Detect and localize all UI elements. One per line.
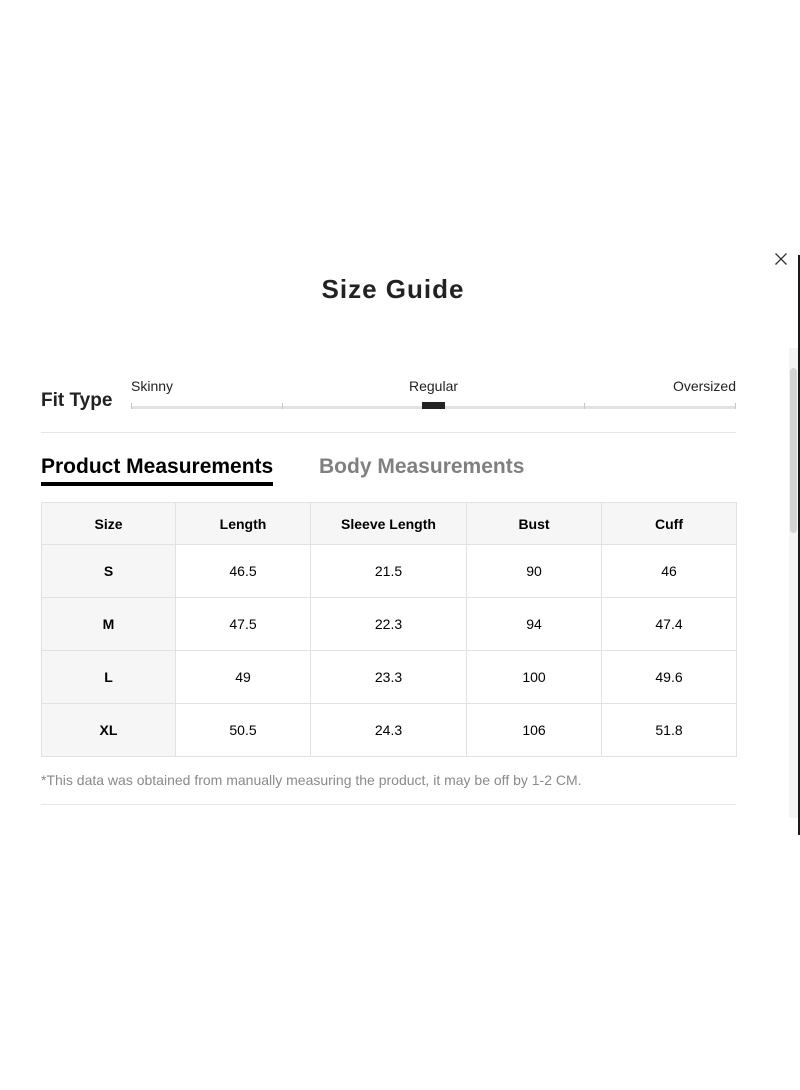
table-cell: 22.3: [311, 598, 467, 651]
table-cell-size: M: [42, 598, 176, 651]
table-header-row: [42, 503, 737, 545]
table-cell: 24.3: [311, 704, 467, 757]
fit-option-oversized: Oversized: [672, 378, 736, 394]
measurements-table: [41, 502, 737, 757]
table-cell: 49: [176, 651, 311, 704]
table-row: [42, 545, 737, 598]
table-cell: 51.8: [602, 704, 737, 757]
fit-tick: [735, 403, 736, 409]
fit-type-label: Fit Type: [41, 390, 113, 411]
table-cell: 46: [602, 545, 737, 598]
table-cell: 49.6: [602, 651, 737, 704]
table-cell: 23.3: [311, 651, 467, 704]
footer-divider: [41, 804, 736, 805]
table-row: [42, 704, 737, 757]
fit-tick: [584, 403, 585, 409]
column-header-bust: Bust: [467, 503, 602, 545]
fit-type-marker: [422, 402, 445, 409]
table-cell: 106: [467, 704, 602, 757]
column-header-cuff: Cuff: [602, 503, 737, 545]
table-cell: 21.5: [311, 545, 467, 598]
fit-option-skinny: Skinny: [131, 378, 174, 394]
fit-tick: [131, 403, 132, 409]
fit-type-scale: [131, 406, 736, 409]
table-cell: 47.4: [602, 598, 737, 651]
table-row: [42, 651, 737, 704]
modal-title: Size Guide: [321, 274, 465, 304]
table-cell: 94: [467, 598, 602, 651]
measurement-disclaimer: *This data was obtained from manually measuring the product, it may be off by 1-2 CM.: [41, 772, 582, 788]
table-cell: 47.5: [176, 598, 311, 651]
table-cell-size: XL: [42, 704, 176, 757]
fit-option-regular: Regular: [409, 378, 459, 394]
column-header-size: Size: [42, 503, 176, 545]
column-header-length: Length: [176, 503, 311, 545]
close-icon: [772, 250, 790, 268]
table-cell-size: L: [42, 651, 176, 704]
scrollbar[interactable]: [789, 348, 798, 818]
scrollbar-thumb[interactable]: [790, 368, 797, 533]
fit-tick: [282, 403, 283, 409]
column-header-sleeve-length: Sleeve Length: [311, 503, 467, 545]
table-cell-size: S: [42, 545, 176, 598]
table-cell: 50.5: [176, 704, 311, 757]
section-divider: [41, 432, 736, 433]
close-button[interactable]: [772, 250, 790, 268]
tab-product-measurements[interactable]: Product Measurements: [41, 455, 273, 486]
table-cell: 100: [467, 651, 602, 704]
table-cell: 90: [467, 545, 602, 598]
table-row: [42, 598, 737, 651]
tab-body-measurements[interactable]: Body Measurements: [319, 455, 525, 478]
table-cell: 46.5: [176, 545, 311, 598]
